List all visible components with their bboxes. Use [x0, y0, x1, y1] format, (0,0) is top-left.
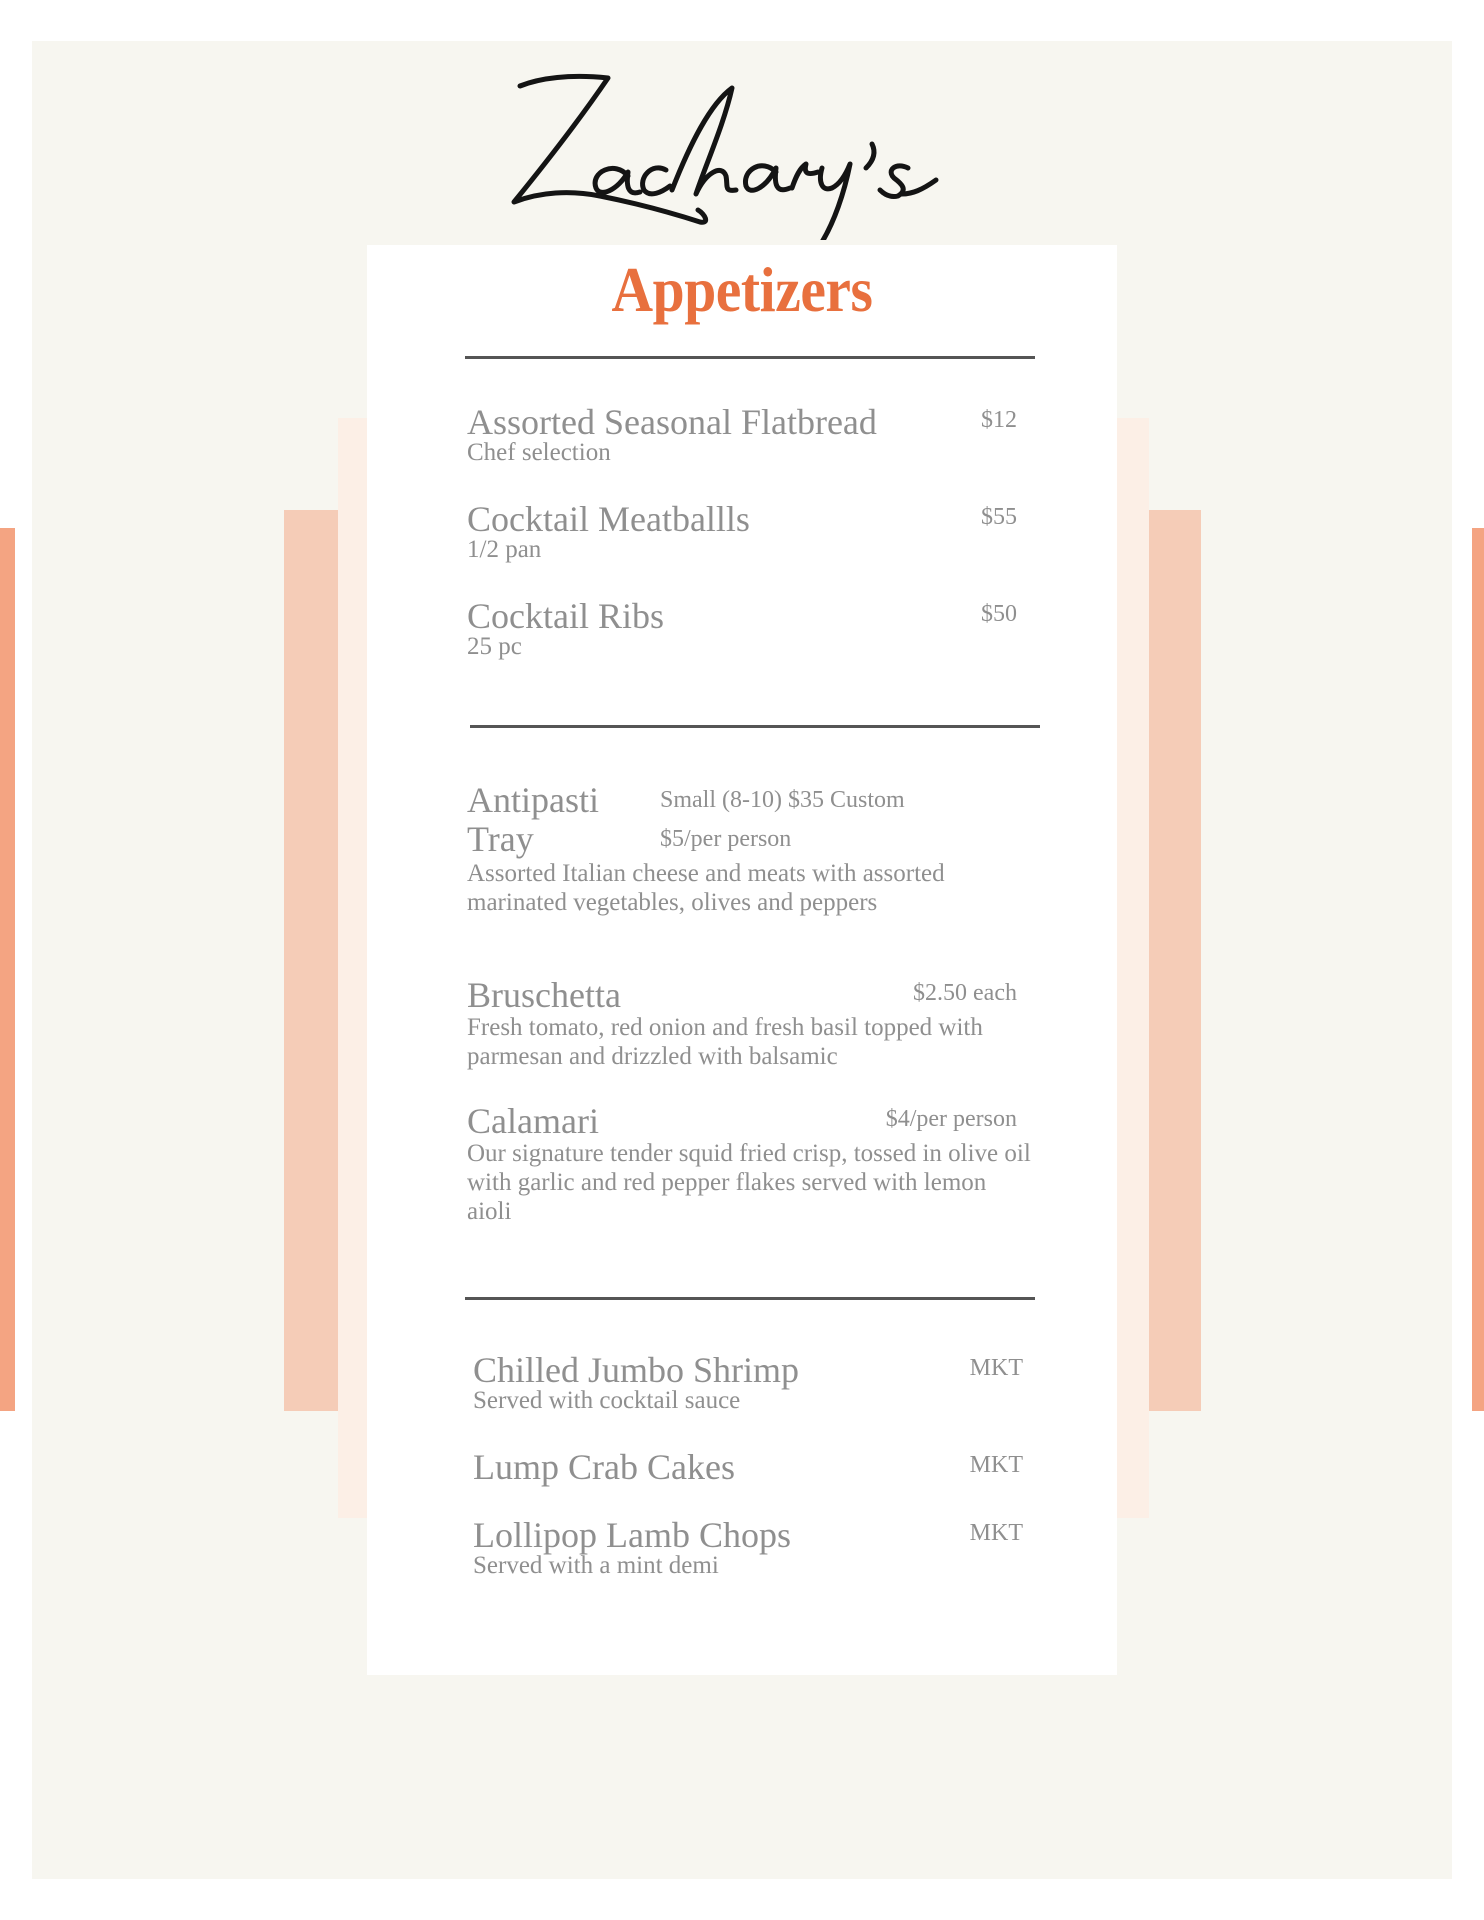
- item-price-shrimp: MKT: [969, 1355, 1023, 1381]
- item-name-flatbread: Assorted Seasonal Flatbread: [467, 402, 877, 442]
- item-desc-flatbread: Chef selection: [467, 439, 611, 466]
- item-price-flatbread: $12: [981, 407, 1017, 433]
- item-price-antipasti-small: Small (8-10) $35 Custom: [660, 787, 905, 813]
- item-name-bruschetta: Bruschetta: [467, 975, 621, 1015]
- item-price-lamb-chops: MKT: [969, 1520, 1023, 1546]
- right-light-band: [1114, 418, 1149, 1518]
- item-name-ribs: Cocktail Ribs: [467, 596, 664, 636]
- left-peach-band: [284, 510, 340, 1411]
- item-desc-calamari: Our signature tender squid fried crisp, tossed in olive oil with garlic and red pepper flakes served with lemon aioli: [467, 1140, 1031, 1225]
- right-edge-stripe: [1472, 528, 1484, 1411]
- item-price-ribs: $50: [981, 601, 1017, 627]
- item-desc-bruschetta: Fresh tomato, red onion and fresh basil topped with parmesan and drizzled with balsamic: [467, 1014, 983, 1070]
- item-name-antipasti-line2: Tray: [467, 819, 534, 859]
- item-desc-ribs: 25 pc: [467, 633, 522, 660]
- item-price-meatballs: $55: [981, 504, 1017, 530]
- item-desc-antipasti: Assorted Italian cheese and meats with assorted marinated vegetables, olives and peppers: [467, 860, 945, 916]
- item-price-calamari: $4/per person: [885, 1106, 1017, 1132]
- section-divider: [470, 725, 1040, 728]
- section-title: Appetizers: [611, 254, 873, 325]
- item-name-calamari: Calamari: [467, 1101, 599, 1141]
- item-name-lamb-chops: Lollipop Lamb Chops: [473, 1515, 791, 1555]
- item-name-shrimp: Chilled Jumbo Shrimp: [473, 1350, 800, 1390]
- zacharys-logo: [500, 64, 970, 240]
- item-name-crab-cakes: Lump Crab Cakes: [473, 1447, 735, 1487]
- right-peach-band: [1146, 510, 1201, 1411]
- item-name-antipasti-line1: Antipasti: [467, 780, 599, 820]
- section-divider: [465, 1297, 1035, 1300]
- item-desc-lamb-chops: Served with a mint demi: [473, 1552, 719, 1579]
- section-divider: [465, 356, 1035, 359]
- item-name-meatballs: Cocktail Meatballls: [467, 499, 750, 539]
- item-price-crab-cakes: MKT: [969, 1452, 1023, 1478]
- menu-card: [367, 245, 1117, 1675]
- item-price-bruschetta: $2.50 each: [913, 980, 1017, 1006]
- left-edge-stripe: [0, 528, 15, 1411]
- item-desc-shrimp: Served with cocktail sauce: [473, 1387, 741, 1414]
- item-desc-meatballs: 1/2 pan: [467, 536, 542, 563]
- item-price-antipasti-custom: $5/per person: [660, 826, 792, 852]
